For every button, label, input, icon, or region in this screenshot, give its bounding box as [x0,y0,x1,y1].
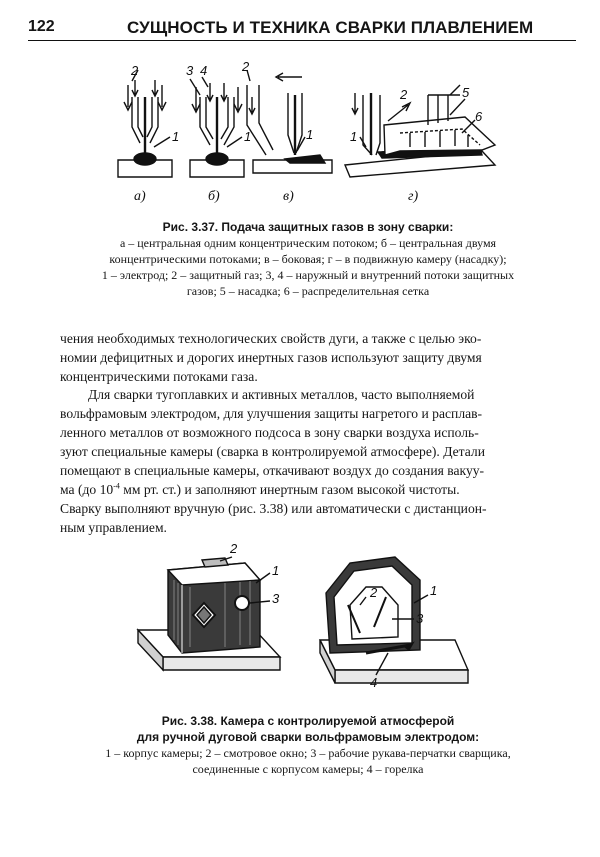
text-line: чения необходимых технологических свойств дуги, а также с целью эко- [60,331,482,346]
diagram-a [118,70,172,177]
text-line: номии дефицитных и дорогих инертных газов используют защиту двумя [60,350,482,365]
page-number: 122 [28,18,55,35]
diagram-b [190,77,244,177]
callout-g-1: 1 [350,129,358,144]
callout-b-3: 3 [186,63,194,78]
caption-figure-3-38 [48,713,568,777]
caption-line: 1 – корпус камеры; 2 – смотровое окно; 3 – рабочие рукава-перчатки сварщика, [105,746,511,760]
caption-line: концентрическими потоками; в – боковая; г – в подвижную камеру (насадку); [109,252,507,266]
callout-b-4: 4 [200,63,208,78]
chamber-exterior [138,557,280,670]
text-line: концентрическими потоками газа. [60,369,258,384]
figure-3-38 [130,535,475,710]
callout-b-1: 1 [244,129,252,144]
caption-line: 1 – электрод; 2 – защитный газ; 3, 4 – наружный и внутренний потоки защитных [101,268,515,282]
callout-g-2: 2 [400,87,408,102]
running-title: СУЩНОСТЬ И ТЕХНИКА СВАРКИ ПЛАВЛЕНИЕМ [127,18,534,37]
text-line [60,480,555,499]
caption-title: Рис. 3.37. Подача защитных газов в зону сварки: [162,220,454,234]
callout-right-4: 4 [370,675,378,690]
caption-figure-3-37 [48,219,568,299]
header-rule [28,40,576,41]
sublabel-g: г) [408,189,419,204]
text-line: Сварку выполняют вручную (рис. 3.38) или автоматически с дистанцион- [60,501,487,516]
callout-left-3: 3 [272,591,280,606]
callout-right-2: 2 [370,585,378,600]
callout-a-2: 2 [131,63,139,78]
callout-v-1: 1 [306,127,314,142]
callout-left-2: 2 [230,541,238,556]
sublabel-v: в) [283,189,294,204]
caption-line: газов; 5 – насадка; 6 – распределительная сетка [186,284,430,298]
caption-title: для ручной дуговой сварки вольфрамовым электродом: [136,730,480,744]
callout-right-3: 3 [416,611,424,626]
paragraph-1 [60,329,555,386]
caption-line: а – центральная одним концентрическим потоком; б – центральная двумя [119,236,497,250]
text-line: зуют специальные камеры (сварка в контролируемой атмосфере). Детали [60,444,485,459]
text-line: помещают в специальные камеры, откачивают воздух до создания вакуу- [60,463,485,478]
page-header [28,18,573,38]
paragraph-2 [60,385,555,537]
callout-right-1: 1 [430,583,438,598]
diagram-v [247,70,332,173]
text-segment: ма (до 10 [60,482,114,497]
caption-line: соединенные с корпусом камеры; 4 – горелка [192,762,424,776]
text-line: вольфрамовым электродом, для улучшения защиты нагретого и расплав- [60,406,483,421]
callout-g-6: 6 [475,109,483,124]
chamber-cutaway [320,557,468,683]
callout-v-2: 2 [242,59,250,74]
sublabel-a: а) [134,189,146,204]
text-line: Для сварки тугоплавких и активных металлов, часто выполняемой [88,387,475,402]
callout-g-5: 5 [462,85,470,100]
exponent: -4 [113,481,120,491]
text-line: ным управлением. [60,520,167,535]
text-segment: мм рт. ст.) и заполняют инертным газом высокой чистоты. [119,482,460,497]
diagram-g [345,85,495,177]
caption-title: Рис. 3.38. Камера с контролируемой атмосферой [161,714,455,728]
text-line: ленного металлов от возможного подсоса в зону сварки воздуха исполь- [60,425,479,440]
figure-3-37 [110,55,500,215]
callout-left-1: 1 [272,563,280,578]
callout-a-1: 1 [172,129,180,144]
sublabel-b: б) [208,189,220,204]
